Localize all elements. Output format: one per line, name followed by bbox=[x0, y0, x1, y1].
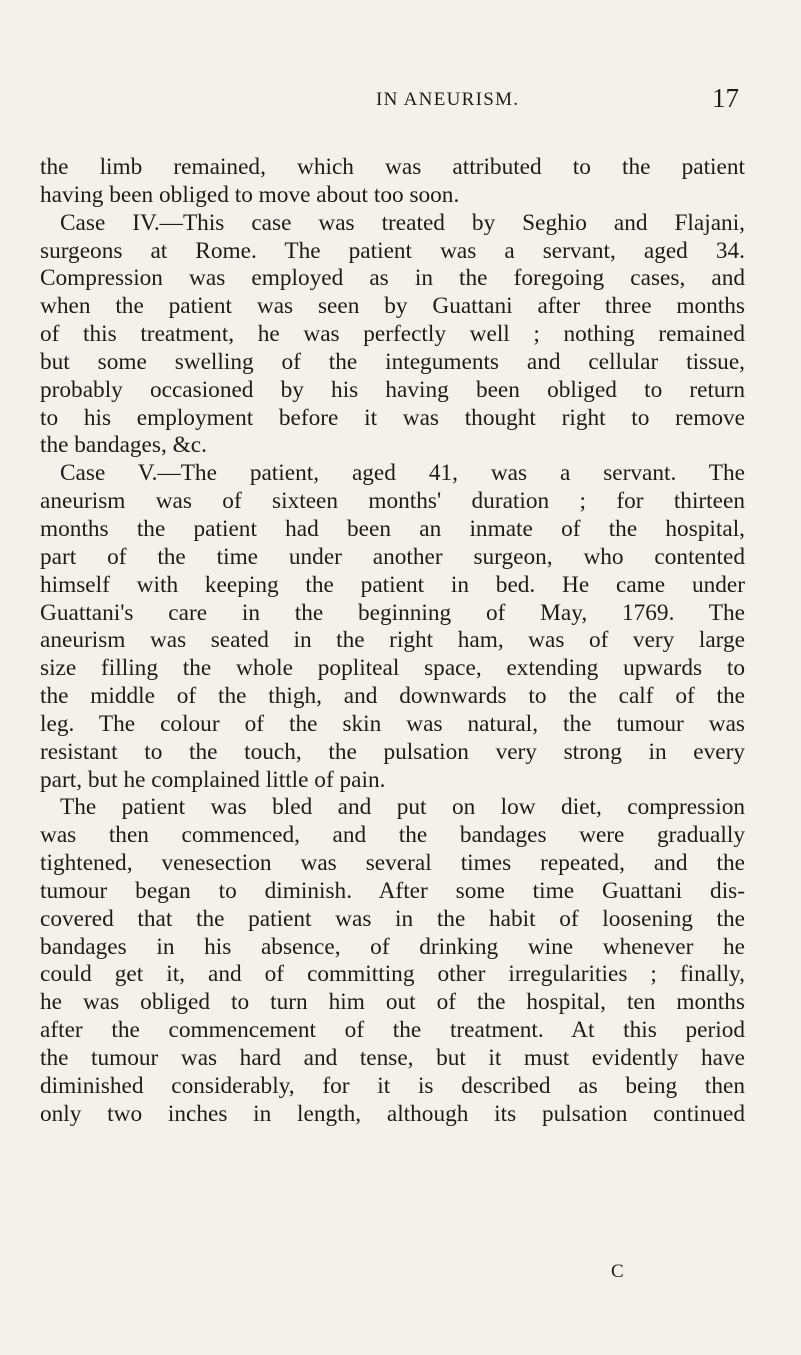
text-line: the middle of the thigh, and downwards to the calf of the bbox=[40, 683, 745, 710]
text-line: part of the time under another surgeon, who contented bbox=[40, 543, 745, 570]
text-line: but some swelling of the integuments and cellular tissue, bbox=[40, 348, 745, 375]
text-line: the tumour was hard and tense, but it must evidently have bbox=[40, 1045, 745, 1071]
text-line: aneurism was of sixteen months' duration ; for thirteen bbox=[40, 488, 745, 515]
text-line: the limb remained, which was attributed to the patient bbox=[40, 154, 745, 180]
text-line: to his employment before it was thought right to remove bbox=[40, 404, 745, 431]
text-line: months the patient had been an inmate of the hospital, bbox=[40, 515, 745, 542]
text-line: could get it, and of committing other irregularities ; finally, bbox=[40, 961, 745, 988]
text-line: size filling the whole popliteal space, extending upwards to bbox=[40, 655, 745, 682]
text-line: diminished considerably, for it is described as being then bbox=[40, 1072, 745, 1099]
text-line: surgeons at Rome. The patient was a servant, aged 34. bbox=[40, 237, 745, 264]
text-line: Compression was employed as in the foregoing cases, and bbox=[40, 265, 745, 292]
paragraph-start-line: The patient was bled and put on low diet, compression bbox=[60, 794, 745, 821]
text-line: after the commencement of the treatment. At this period bbox=[40, 1017, 745, 1044]
text-line: tumour began to diminish. After some time Guattani dis- bbox=[40, 877, 745, 904]
text-line: having been obliged to move about too soon. bbox=[40, 181, 460, 208]
text-line: resistant to the touch, the pulsation very strong in every bbox=[40, 738, 745, 765]
text-line: leg. The colour of the skin was natural, the tumour was bbox=[40, 710, 745, 737]
signature-mark: C bbox=[611, 1261, 624, 1282]
text-line: covered that the patient was in the habit of loosening the bbox=[40, 905, 745, 932]
text-line: bandages in his absence, of drinking wine whenever he bbox=[40, 933, 745, 960]
case-heading-line: Case V.—The patient, aged 41, was a servant. The bbox=[60, 460, 745, 487]
running-head bbox=[0, 85, 801, 115]
text-line: Guattani's care in the beginning of May, 1769. The bbox=[40, 599, 745, 626]
body-text bbox=[40, 154, 745, 1129]
text-line: the bandages, &c. bbox=[40, 432, 207, 459]
text-line: aneurism was seated in the right ham, was of very large bbox=[40, 627, 745, 654]
case-heading-line: Case IV.—This case was treated by Seghio and Flajani, bbox=[60, 209, 745, 236]
running-title: IN ANEURISM. bbox=[376, 89, 520, 110]
page-number: 17 bbox=[712, 83, 739, 113]
text-line: probably occasioned by his having been obliged to return bbox=[40, 376, 745, 403]
text-line: he was obliged to turn him out of the hospital, ten months bbox=[40, 989, 745, 1016]
text-line: part, but he complained little of pain. bbox=[40, 766, 386, 793]
text-line: only two inches in length, although its pulsation continued bbox=[40, 1100, 745, 1127]
text-line: was then commenced, and the bandages were gradually bbox=[40, 822, 745, 849]
text-line: of this treatment, he was perfectly well ; nothing remained bbox=[40, 321, 745, 348]
text-line: tightened, venesection was several times repeated, and the bbox=[40, 850, 745, 877]
text-line: when the patient was seen by Guattani after three months bbox=[40, 293, 745, 320]
text-line: himself with keeping the patient in bed. He came under bbox=[40, 571, 745, 598]
